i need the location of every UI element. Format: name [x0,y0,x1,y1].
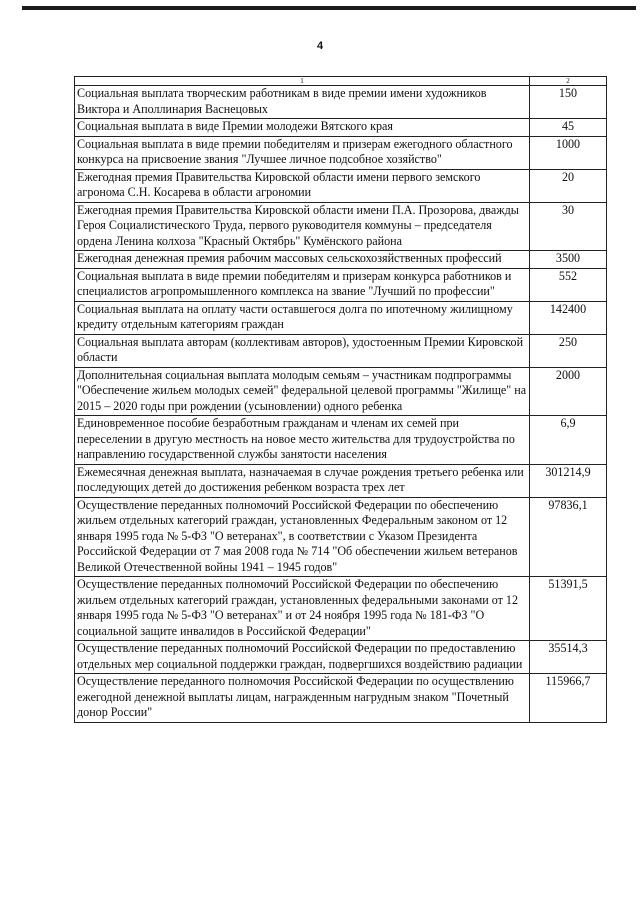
row-name: Социальная выплата авторам (коллективам авторов), удостоенным Премии Кировской области [75,334,530,367]
row-name: Единовременное пособие безработным гражданам и членам их семей при переселении в другую местность на новое место жительства для трудоустройства по направлению государственной службы занятости населения [75,416,530,465]
row-value: 45 [530,119,607,137]
row-name: Социальная выплата в виде Премии молодежи Вятского края [75,119,530,137]
row-name: Социальная выплата творческим работникам в виде премии имени художников Виктора и Аполлинария Васнецовых [75,86,530,119]
row-value: 3500 [530,251,607,269]
column-header-1: 1 [75,77,530,86]
table-row [75,86,607,119]
top-border-line [22,6,636,10]
row-value: 1000 [530,136,607,169]
row-value: 150 [530,86,607,119]
table-row [75,251,607,269]
row-value: 30 [530,202,607,251]
row-name: Ежегодная премия Правительства Кировской области имени П.А. Прозорова, дважды Героя Социалистического Труда, первого руководителя коммуны – председателя ордена Ленина колхоза "Красный Октябрь" Кумёнского района [75,202,530,251]
table-header-row [75,77,607,86]
row-value: 115966,7 [530,674,607,723]
table-row [75,464,607,497]
row-name: Ежегодная премия Правительства Кировской области имени первого земского агронома С.Н. Косарева в области агрономии [75,169,530,202]
row-name: Осуществление переданных полномочий Российской Федерации по предоставлению отдельных мер социальной поддержки граждан, подвергшихся воздействию радиации [75,641,530,674]
row-value: 35514,3 [530,641,607,674]
row-name: Дополнительная социальная выплата молодым семьям – участникам подпрограммы "Обеспечение жильем молодых семей" федеральной целевой программы "Жилище" на 2015 – 2020 годы при рождении (усыновлении) одного ребенка [75,367,530,416]
table-row [75,641,607,674]
table-row [75,202,607,251]
row-name: Ежемесячная денежная выплата, назначаемая в случае рождения третьего ребенка или последующих детей до достижения ребенком возраста трех лет [75,464,530,497]
row-name: Осуществление переданных полномочий Российской Федерации по обеспечению жильем отдельных категорий граждан, установленных Федеральным законом от 12 января 1995 года № 5-ФЗ "О ветеранах", в соответствии с Указом Президента Российской Федерации от 7 мая 2008 года № 714 "Об обеспечении жильем ветеранов Великой Отечественной войны 1941 – 1945 годов" [75,497,530,577]
table-row [75,301,607,334]
row-name: Ежегодная денежная премия рабочим массовых сельскохозяйственных профессий [75,251,530,269]
row-value: 51391,5 [530,577,607,641]
row-name: Социальная выплата на оплату части оставшегося долга по ипотечному жилищному кредиту отдельным категориям граждан [75,301,530,334]
table-row [75,416,607,465]
row-value: 97836,1 [530,497,607,577]
page-number: 4 [316,40,324,52]
table-row [75,497,607,577]
row-value: 2000 [530,367,607,416]
table-row [75,119,607,137]
table-row [75,577,607,641]
row-value: 6,9 [530,416,607,465]
budget-table [74,76,607,723]
table-row [75,334,607,367]
table-row [75,136,607,169]
row-value: 552 [530,268,607,301]
row-value: 301214,9 [530,464,607,497]
table-row [75,268,607,301]
table-row [75,367,607,416]
row-name: Осуществление переданного полномочия Российской Федерации по осуществлению ежегодной денежной выплаты лицам, награжденным нагрудным знаком "Почетный донор России" [75,674,530,723]
table-row [75,169,607,202]
row-value: 20 [530,169,607,202]
row-value: 142400 [530,301,607,334]
column-header-2: 2 [530,77,607,86]
row-name: Социальная выплата в виде премии победителям и призерам ежегодного областного конкурса на присвоение звания "Лучшее личное подсобное хозяйство" [75,136,530,169]
table-row [75,674,607,723]
row-value: 250 [530,334,607,367]
row-name: Социальная выплата в виде премии победителям и призерам конкурса работников и специалистов агропромышленного комплекса на звание "Лучший по профессии" [75,268,530,301]
row-name: Осуществление переданных полномочий Российской Федерации по обеспечению жильем отдельных категорий граждан, установленных федеральными законами от 12 января 1995 года № 5-ФЗ "О ветеранах" и от 24 ноября 1995 года № 181-ФЗ "О социальной защите инвалидов в Российской Федерации" [75,577,530,641]
